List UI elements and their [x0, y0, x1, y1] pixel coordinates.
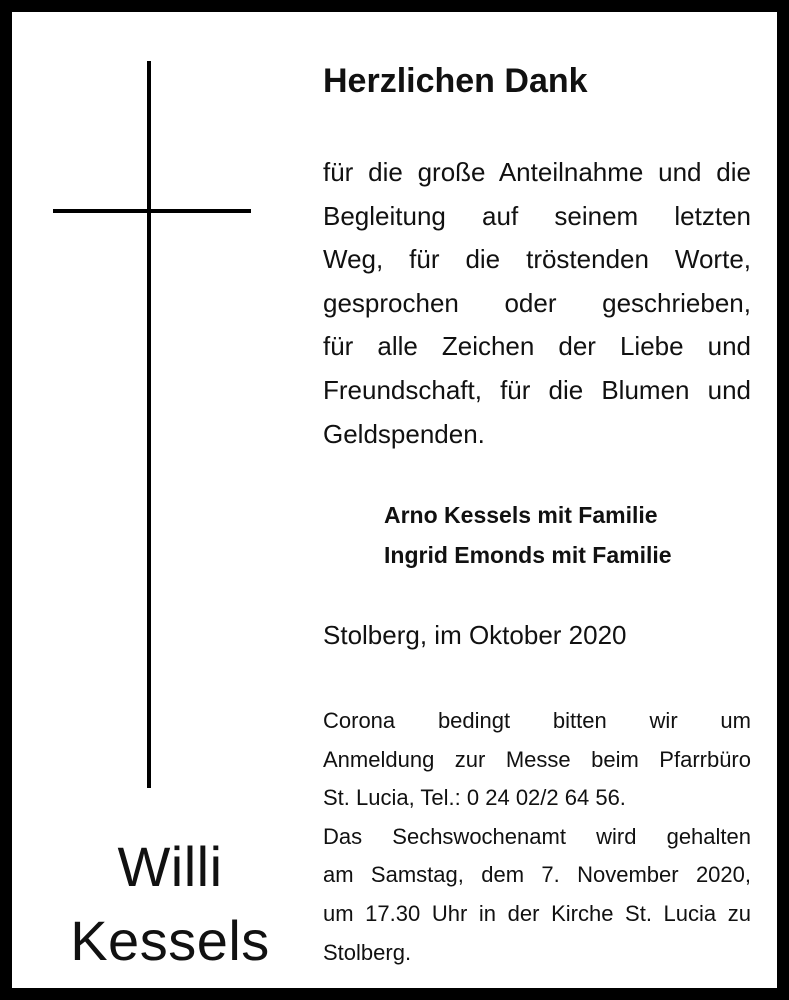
note-line: Das Sechswochenamt wird gehalten — [323, 823, 751, 849]
thanks-line: für die große Anteilnahme und die — [323, 157, 751, 187]
cross-icon-vertical-bar — [147, 61, 151, 788]
thanks-line: Begleitung auf seinem letzten — [323, 200, 751, 231]
thanks-line: gesprochen oder geschrieben, — [323, 287, 751, 318]
cross-icon-horizontal-bar — [53, 209, 251, 213]
signer-name: Ingrid Emonds mit Familie — [384, 542, 672, 568]
note-line: Corona bedingt bitten wir um — [323, 708, 751, 733]
heading-herzlichen-dank: Herzlichen Dank — [323, 62, 588, 100]
note-line: Anmeldung zur Messe beim Pfarrbüro — [323, 746, 751, 772]
note-line: St. Lucia, Tel.: 0 24 02/2 64 56. — [323, 785, 626, 811]
thanks-paragraph — [323, 151, 751, 456]
thanks-line: für alle Zeichen der Liebe und — [323, 331, 751, 362]
mass-note-paragraph — [323, 702, 751, 972]
deceased-first-name: Willi — [117, 835, 223, 898]
note-line: um 17.30 Uhr in der Kirche St. Lucia zu — [323, 900, 751, 926]
signers-block — [384, 495, 672, 575]
thanks-line: Weg, für die tröstenden Worte, — [323, 244, 751, 275]
note-line: am Samstag, dem 7. November 2020, — [323, 862, 751, 888]
thanks-line: Geldspenden. — [323, 418, 485, 449]
place-and-date: Stolberg, im Oktober 2020 — [323, 620, 627, 650]
signer-name: Arno Kessels mit Familie — [384, 502, 658, 528]
thanks-line: Freundschaft, für die Blumen und — [323, 374, 751, 405]
note-line: Stolberg. — [323, 939, 412, 965]
deceased-last-name: Kessels — [70, 909, 270, 972]
